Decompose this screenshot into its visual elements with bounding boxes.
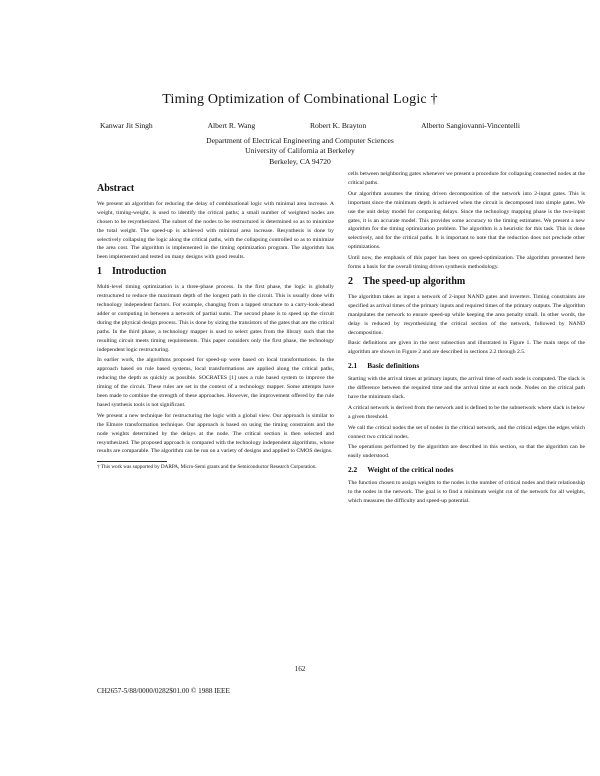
paragraph: Multi-level timing optimization is a three-phase process. In the first phase, the logic is globally restructured to reduce the maximum depth of the longest path in the circuit. This is usually done with technology independent factors. For example, changing from a tapped structure to a carry-look-ahead adder or computing in between a network of partial sums. The second phase is to speed up the circuit during the physical design process. This is done by sizing the transistors of the gates that are the critical paths. In the third phase, a technology mapper is used to select gates from the library such that the resulting circuit meets timing requirements. This paper considers only the first phase, the technology independent logic restructuring. — [97, 284, 334, 353]
paragraph: Starting with the arrival times at primary inputs, the arrival time of each node is computed. The slack is the difference between the required time and the arrival time at each node. Nodes on the critical path have the minimum slack. — [348, 376, 585, 400]
section-title: Basic definitions — [367, 361, 420, 371]
author-name: Robert K. Brayton — [309, 121, 367, 130]
footnote-divider — [97, 461, 167, 462]
speedup-heading — [348, 275, 585, 287]
section-title: Weight of the critical nodes — [367, 465, 454, 475]
author-name: Alberto Sangiovanni-Vincentelli — [421, 121, 520, 130]
paragraph: A critical network is derived from the network and is defined to be the subnetwork where slack is below a given threshold. — [348, 404, 585, 420]
paper-title: Timing Optimization of Combinational Logic † — [162, 92, 438, 107]
right-column — [348, 170, 585, 508]
paragraph: In earlier work, the algorithms proposed for speed-up were based on local transformations. In the approach based on rule based systems, local transformations are applied along the critical paths, reducing the depth as quickly as possible. SOCRATES [1] uses a rule based system to improve the timing of the circuit. These rules are set in the context of a technology mapper. Some attempts have been made to combine the strength of these approaches. However, the improvement offered by the rule based synthesis tools is not significant. — [97, 357, 334, 408]
page-number: 162 — [294, 665, 306, 673]
paragraph: Basic definitions are given in the next subsection and illustrated in Figure 1. The main steps of the algorithm are shown in Figure 2 and are described in sections 2.2 through 2.5. — [348, 340, 585, 356]
section-number: 1 — [97, 266, 102, 278]
abstract-heading: Abstract — [97, 183, 135, 194]
left-column — [97, 179, 334, 471]
paragraph: We present a new technique for restructuring the logic with a global view. Our approach is similar to the Elmore transformation technique. Our approach is based on using the timing constraints and the node weights determined by the delays at the node. The critical section is then selected and resynthesized. The proposed approach is compared with the technology independent algorithms, whose results are comparable. The algorithm can be run on a variety of designs and applied to CMOS designs. — [97, 412, 334, 455]
paragraph: cells between neighboring gates whenever we present a procedure for collapsing connected nodes at the critical paths. — [348, 171, 585, 186]
section-number: 2.1 — [348, 361, 358, 371]
weight-heading — [348, 466, 585, 475]
section-title: The speed-up algorithm — [363, 275, 466, 287]
section-number: 2.2 — [348, 465, 358, 475]
section-title: Introduction — [112, 266, 167, 278]
affiliation-university: University of California at Berkeley — [245, 146, 355, 156]
paragraph: The operations performed by the algorithm are described in this section, so that the algorithm can be easily understood. — [348, 444, 585, 460]
affiliation-city: Berkeley, CA 94720 — [269, 156, 331, 166]
paragraph: Our algorithm assumes the timing driven decomposition of the network into 2-input gates. This is important since the minimum depth is achieved when the circuit is decomposed into simple gates. We use the unit delay model for comparing delays. Since the technology mapping phase is the two-input gates, it is an accurate model. This provides some accuracy to the timing estimates. We present a new algorithm for the timing optimization problem. The algorithm is a heuristic for this task. This is done selectively, and for the critical paths. It is important to note that the reduction does not preclude other optimizations. — [348, 190, 585, 251]
definitions-heading — [348, 362, 585, 371]
author-name: Albert R. Wang — [207, 121, 256, 130]
abstract-text: We present an algorithm for reducing the delay of combinational logic with minimal area increase. A weight, timing-weight, is used to identify the critical paths; a small number of weighted nodes are chosen to be resynthesized. The subset of the nodes to be restructured is determined so as to minimize the total weight. The speed-up is achieved with minimal area increase. Resynthesis is done by selectively collapsing the logic along the critical paths, with the collapsing controlled so as to minimize the area cost. The algorithm is implemented in the timing optimization program. The algorithm has been implemented and tested on many designs with good results. — [97, 200, 334, 261]
section-number: 2 — [348, 275, 353, 287]
author-list — [100, 121, 520, 130]
affiliation — [0, 136, 600, 167]
footnote: † This work was supported by DARPA, Micro-Semi grants and the Semiconductor Research Corporation. — [97, 464, 317, 471]
paragraph: We call the critical nodes the set of nodes in the critical network, and the critical edges the edges which connect two critical nodes. — [348, 424, 585, 440]
copyright-footer: CH2657-5/88/0000/0282$01.00 © 1988 IEEE — [97, 687, 230, 695]
author-name: Kanwar Jit Singh — [100, 121, 153, 130]
paragraph: The algorithm takes as input a network of 2-input NAND gates and inverters. Timing constraints are specified as arrival times of the primary inputs and required times of the primary outputs. The algorithm manipulates the network to ensure speed-up while keeping the area penalty small. In other words, the delay is reduced by resynthesizing the critical section of the network, followed by NAND decomposition. — [348, 293, 585, 336]
paragraph: Until now, the emphasis of this paper has been on speed-optimization. The algorithm presented here forms a basis for the overall timing driven synthesis methodology. — [348, 255, 585, 271]
intro-heading — [97, 268, 334, 277]
paragraph: The function chosen to assign weights to the nodes is the number of critical nodes and their relationship to the nodes in the network. The goal is to find a minimum weight cut of the network for all weights, which measures the difficulty and speed-up potential. — [348, 480, 585, 504]
affiliation-department: Department of Electrical Engineering and Computer Sciences — [206, 136, 394, 145]
